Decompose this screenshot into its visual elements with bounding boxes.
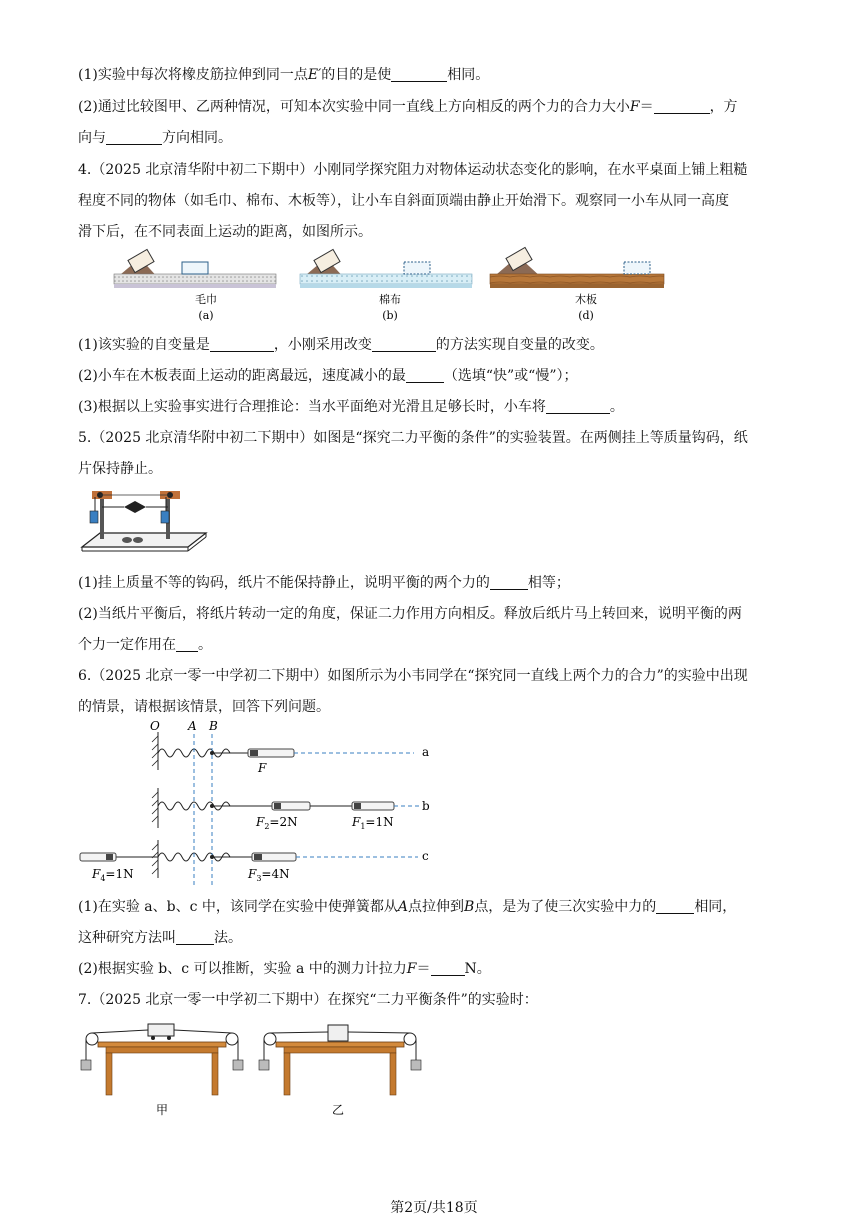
- text-run: 个力一定作用在: [78, 637, 176, 653]
- text-run: （选填“快”或“慢”）；: [443, 368, 578, 384]
- text-line-3: [78, 128, 232, 148]
- text-run: ，方: [709, 99, 738, 115]
- label-a: a: [422, 745, 430, 759]
- towel-surface: [114, 249, 276, 288]
- text-run: 相等；: [527, 575, 570, 591]
- cart-surfaces-figure: [110, 244, 670, 326]
- answer-blank: [546, 399, 610, 414]
- answer-blank: [176, 930, 214, 945]
- text-run: 片保持静止。: [78, 461, 162, 477]
- label-jia: 甲: [155, 1103, 169, 1117]
- text-line-2: [78, 97, 738, 117]
- two-tables-figure: [76, 1016, 426, 1120]
- text-line-19: [78, 959, 491, 979]
- answer-blank: [391, 67, 447, 82]
- label-B: B: [209, 719, 218, 733]
- text-line-8: [78, 366, 577, 386]
- answer-blank: [490, 575, 528, 590]
- text-run: (1)在实验 a、b、c 中，该同学在实验中使弹簧都从: [78, 899, 398, 915]
- label-c: c: [422, 849, 429, 863]
- text-run: 的情景，请根据该情景，回答下列问题。: [78, 699, 330, 715]
- text-line-6: [78, 222, 372, 242]
- answer-blank: [372, 337, 436, 352]
- answer-blank: [656, 899, 694, 914]
- text-line-9: [78, 397, 624, 417]
- label-A: A: [188, 719, 197, 733]
- text-run: ＝: [639, 99, 654, 115]
- text-run: 滑下后，在不同表面上运动的距离，如图所示。: [78, 224, 372, 240]
- text-line-13: [78, 604, 742, 624]
- text-run: ，小刚采用改变: [273, 337, 372, 353]
- text-line-17: [78, 897, 736, 917]
- text-run: 。: [609, 399, 624, 415]
- label-O: O: [150, 719, 160, 733]
- text-run: (1)该实验的自变量是: [78, 337, 210, 353]
- text-run: 向与: [78, 130, 106, 146]
- text-run: 方向相同。: [162, 130, 232, 146]
- text-line-15: [78, 666, 748, 686]
- table-yi: [259, 1025, 421, 1095]
- wood-label: 木板: [575, 293, 597, 306]
- balance-apparatus-figure: [78, 485, 208, 557]
- answer-blank: [654, 99, 710, 114]
- text-line-20: [78, 990, 538, 1010]
- label-F3: $F_3=4N$: [248, 867, 290, 883]
- spring-force-figure: [76, 718, 446, 890]
- answer-blank: [176, 637, 198, 652]
- table-jia: [81, 1024, 243, 1095]
- answer-blank: [406, 368, 444, 383]
- answer-blank: [210, 337, 274, 352]
- text-run: 的目的是使: [321, 67, 392, 83]
- text-line-11: [78, 459, 162, 479]
- wood-tag: (d): [578, 309, 594, 322]
- text-run: 法。: [214, 930, 242, 946]
- label-F1: $F_1=1N$: [352, 815, 394, 831]
- answer-blank: [431, 961, 465, 976]
- text-line-18: [78, 928, 242, 948]
- text-line-10: [78, 428, 748, 448]
- text-line-7: [78, 335, 604, 355]
- label-F: F: [258, 761, 267, 775]
- text-run: 。: [198, 637, 212, 653]
- towel-tag: (a): [198, 309, 214, 322]
- text-run: 点，是为了使三次实验中力的: [474, 899, 657, 915]
- wood-surface: [490, 247, 664, 288]
- text-run: 的方法实现自变量的改变。: [435, 337, 604, 353]
- label-F4: $F_4=1N$: [92, 867, 134, 883]
- text-run: 这种研究方法叫: [78, 930, 176, 946]
- text-line-16: [78, 697, 330, 717]
- text-run: B: [464, 899, 475, 915]
- text-run: A: [397, 899, 409, 915]
- text-run: (2)小车在木板表面上运动的距离最远，速度减小的最: [78, 368, 406, 384]
- text-run: N。: [464, 961, 491, 977]
- text-run: 程度不同的物体（如毛巾、棉布、木板等），让小车自斜面顶端由静止开始滑下。观察同一小车从同一高度: [78, 193, 729, 209]
- text-run: F: [629, 99, 640, 115]
- text-run: ＝: [416, 961, 431, 977]
- text-line-4: [78, 160, 747, 180]
- text-run: 5.（2025 北京清华附中初二下期中）如图是“探究二力平衡的条件”的实验装置。在两侧挂上等质量钩码，纸: [78, 430, 748, 446]
- text-run: F: [406, 961, 417, 977]
- cotton-tag: (b): [382, 309, 398, 322]
- text-run: (1)实验中每次将橡皮筋拉伸到同一点: [78, 67, 308, 83]
- label-b: b: [422, 799, 430, 813]
- text-run: 相同。: [447, 67, 490, 83]
- towel-label: 毛巾: [195, 293, 217, 306]
- text-run: 6.（2025 北京一零一中学初二下期中）如图所示为小韦同学在“探究同一直线上两个力的合力”的实验中出现: [78, 668, 748, 684]
- text-run: (1)挂上质量不等的钩码，纸片不能保持静止，说明平衡的两个力的: [78, 575, 490, 591]
- text-run: E′: [307, 67, 322, 83]
- text-run: 相同，: [694, 899, 737, 915]
- text-line-12: [78, 573, 570, 593]
- text-run: (2)通过比较图甲、乙两种情况，可知本次实验中同一直线上方向相反的两个力的合力大小: [78, 99, 630, 115]
- text-line-5: [78, 191, 729, 211]
- label-F2: $F_2=2N$: [256, 815, 298, 831]
- text-run: 点拉伸到: [408, 899, 465, 915]
- cotton-surface: [300, 249, 472, 288]
- text-line-1: [78, 65, 489, 85]
- text-run: 4.（2025 北京清华附中初二下期中）小刚同学探究阻力对物体运动状态变化的影响，在水平桌面上铺上粗糙: [78, 162, 748, 178]
- answer-blank: [106, 130, 162, 145]
- text-run: 7.（2025 北京一零一中学初二下期中）在探究“二力平衡条件”的实验时：: [78, 992, 538, 1008]
- label-yi: 乙: [331, 1103, 345, 1117]
- cotton-label: 棉布: [379, 293, 401, 306]
- page-footer: 第2页/共18页: [390, 1200, 478, 1216]
- text-run: (3)根据以上实验事实进行合理推论：当水平面绝对光滑且足够长时，小车将: [78, 399, 546, 415]
- text-run: (2)根据实验 b、c 可以推断，实验 a 中的测力计拉力: [78, 961, 407, 977]
- text-line-14: [78, 635, 212, 655]
- text-run: (2)当纸片平衡后，将纸片转动一定的角度，保证二力作用方向相反。释放后纸片马上转回来，说明平衡的两: [78, 606, 742, 622]
